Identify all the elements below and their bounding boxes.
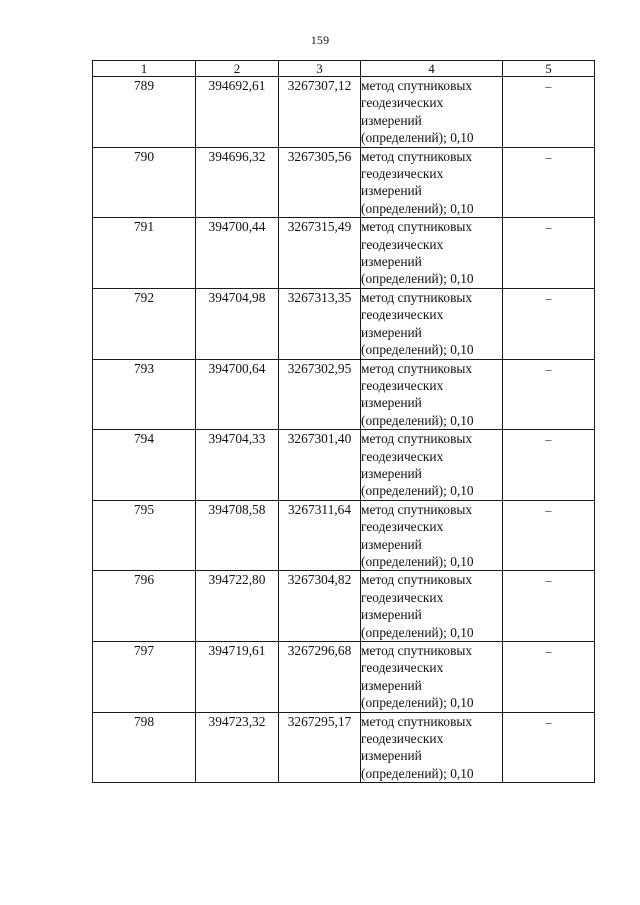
method-line: измерений [361, 748, 422, 764]
empty-value-dash: – [545, 714, 552, 729]
header-col-4: 4 [361, 61, 503, 77]
empty-value-dash: – [545, 79, 552, 93]
method-line: (определений); 0,10 [361, 200, 474, 216]
table-row [93, 430, 595, 501]
coordinate-x-cell: 394722,80 [196, 571, 279, 642]
coordinates-table [92, 60, 595, 783]
method-line: (определений); 0,10 [361, 765, 474, 781]
method-line: (определений); 0,10 [361, 342, 474, 358]
table-row [93, 218, 595, 289]
coordinate-y-cell: 3267302,95 [279, 359, 361, 430]
method-line: измерений [361, 324, 422, 340]
method-cell [361, 430, 503, 501]
method-cell [361, 147, 503, 218]
point-number-cell: 792 [93, 288, 196, 359]
coordinate-y-cell: 3267305,56 [279, 147, 361, 218]
point-number-cell: 791 [93, 218, 196, 289]
coordinate-x-cell: 394700,64 [196, 359, 279, 430]
method-cell [361, 77, 503, 148]
coordinate-y-cell: 3267296,68 [279, 642, 361, 713]
column-5-cell [503, 430, 595, 501]
coordinate-x-cell: 394719,61 [196, 642, 279, 713]
table-header-row [93, 61, 595, 77]
header-col-5: 5 [503, 61, 595, 77]
method-line: метод спутниковых [361, 501, 473, 517]
coordinate-x-cell: 394700,44 [196, 218, 279, 289]
header-col-2: 2 [196, 61, 279, 77]
method-line: геодезических [361, 589, 444, 605]
point-number-cell: 795 [93, 500, 196, 571]
method-line: (определений); 0,10 [361, 271, 474, 287]
table-row [93, 712, 595, 783]
coordinate-y-cell: 3267301,40 [279, 430, 361, 501]
method-line: метод спутниковых [361, 713, 473, 729]
column-5-cell [503, 642, 595, 713]
coordinate-y-cell: 3267311,64 [279, 500, 361, 571]
point-number-cell: 794 [93, 430, 196, 501]
coordinate-x-cell: 394696,32 [196, 147, 279, 218]
coordinate-y-cell: 3267307,12 [279, 77, 361, 148]
empty-value-dash: – [545, 149, 552, 164]
method-line: геодезических [361, 660, 444, 676]
method-line: геодезических [361, 448, 444, 464]
method-line: (определений); 0,10 [361, 553, 474, 569]
method-line: измерений [361, 112, 422, 128]
method-line: метод спутниковых [361, 289, 473, 305]
method-line: геодезических [361, 377, 444, 393]
method-cell [361, 288, 503, 359]
method-line: геодезических [361, 307, 444, 323]
method-line: измерений [361, 536, 422, 552]
column-5-cell [503, 77, 595, 148]
point-number-cell: 789 [93, 77, 196, 148]
header-col-3: 3 [279, 61, 361, 77]
coordinate-x-cell: 394708,58 [196, 500, 279, 571]
method-line: (определений); 0,10 [361, 412, 474, 428]
table-body [93, 77, 595, 783]
method-line: геодезических [361, 236, 444, 252]
point-number-cell: 797 [93, 642, 196, 713]
method-line: измерений [361, 677, 422, 693]
method-line: метод спутниковых [361, 360, 473, 376]
empty-value-dash: – [545, 573, 552, 588]
method-line: геодезических [361, 731, 444, 747]
coordinate-y-cell: 3267295,17 [279, 712, 361, 783]
method-line: метод спутниковых [361, 78, 473, 93]
empty-value-dash: – [545, 220, 552, 235]
column-5-cell [503, 218, 595, 289]
method-cell [361, 712, 503, 783]
method-cell [361, 500, 503, 571]
method-cell [361, 571, 503, 642]
method-line: метод спутниковых [361, 148, 473, 164]
table-row [93, 77, 595, 148]
empty-value-dash: – [545, 432, 552, 447]
column-5-cell [503, 147, 595, 218]
table-row [93, 500, 595, 571]
method-line: метод спутниковых [361, 219, 473, 235]
column-5-cell [503, 500, 595, 571]
empty-value-dash: – [545, 290, 552, 305]
header-col-1: 1 [93, 61, 196, 77]
method-line: (определений); 0,10 [361, 483, 474, 499]
coordinate-y-cell: 3267315,49 [279, 218, 361, 289]
method-line: геодезических [361, 166, 444, 182]
method-cell [361, 218, 503, 289]
table-row [93, 288, 595, 359]
table-row [93, 147, 595, 218]
coordinate-x-cell: 394704,33 [196, 430, 279, 501]
method-line: (определений); 0,10 [361, 624, 474, 640]
empty-value-dash: – [545, 502, 552, 517]
coordinate-y-cell: 3267304,82 [279, 571, 361, 642]
point-number-cell: 796 [93, 571, 196, 642]
point-number-cell: 793 [93, 359, 196, 430]
coordinate-x-cell: 394704,98 [196, 288, 279, 359]
coordinate-x-cell: 394723,32 [196, 712, 279, 783]
column-5-cell [503, 359, 595, 430]
column-5-cell [503, 571, 595, 642]
method-line: (определений); 0,10 [361, 695, 474, 711]
column-5-cell [503, 288, 595, 359]
method-cell [361, 642, 503, 713]
table-row [93, 642, 595, 713]
method-line: измерений [361, 465, 422, 481]
method-line: геодезических [361, 95, 444, 111]
page-number: 159 [310, 33, 330, 47]
empty-value-dash: – [545, 644, 552, 658]
column-5-cell [503, 712, 595, 783]
method-line: метод спутниковых [361, 431, 473, 447]
empty-value-dash: – [545, 361, 552, 376]
method-line: измерений [361, 183, 422, 199]
point-number-cell: 790 [93, 147, 196, 218]
method-line: измерений [361, 395, 422, 411]
method-line: измерений [361, 607, 422, 623]
method-cell [361, 359, 503, 430]
method-line: метод спутниковых [361, 643, 473, 658]
table-row [93, 359, 595, 430]
coordinate-x-cell: 394692,61 [196, 77, 279, 148]
method-line: измерений [361, 254, 422, 270]
table-row [93, 571, 595, 642]
method-line: (определений); 0,10 [361, 130, 474, 146]
method-line: метод спутниковых [361, 572, 473, 588]
method-line: геодезических [361, 519, 444, 535]
point-number-cell: 798 [93, 712, 196, 783]
coordinate-y-cell: 3267313,35 [279, 288, 361, 359]
